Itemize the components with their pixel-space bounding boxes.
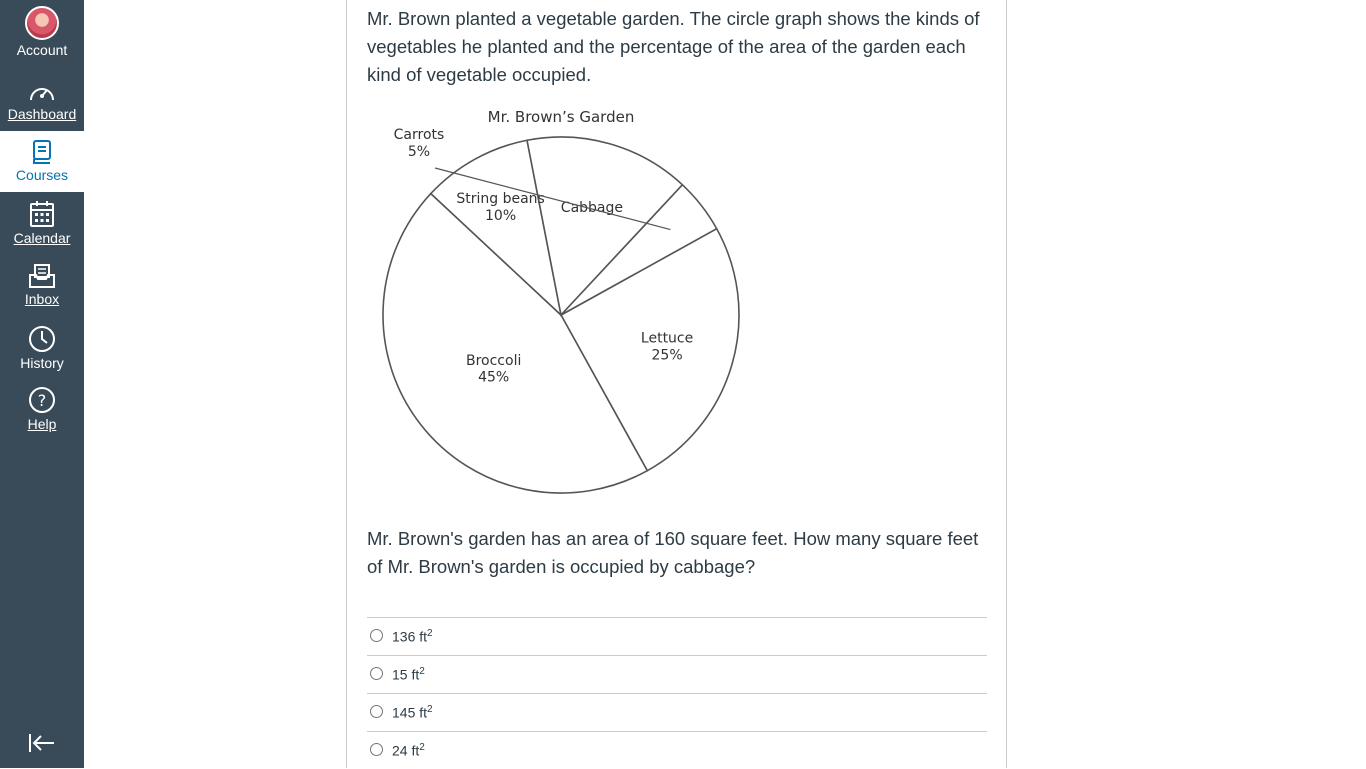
courses-icon [30, 139, 54, 165]
nav-dashboard-label: Dashboard [7, 106, 77, 122]
inbox-icon [28, 263, 56, 289]
global-nav [0, 0, 84, 768]
pie-label-cabbage: Cabbage [560, 200, 624, 217]
help-icon [28, 386, 56, 414]
answer-value: 145 [392, 704, 416, 721]
answer-label[interactable] [392, 704, 433, 721]
question-intro: Mr. Brown planted a vegetable garden. The circle graph shows the kinds of vegetables he planted and the percentage of the area of the garden each kind of vegetable occupied. [367, 8, 980, 85]
chart-title: Mr. Brown’s Garden [487, 108, 635, 126]
nav-courses-label: Courses [15, 167, 69, 183]
answer-value: 15 [392, 666, 408, 683]
answer-unit: ft [411, 666, 420, 683]
answer-exponent: 2 [419, 666, 425, 677]
answer-exponent: 2 [427, 628, 433, 639]
pie-label-carrots: Carrots 5% [393, 127, 445, 160]
nav-help-label: Help [27, 416, 57, 432]
nav-history-label: History [20, 355, 64, 371]
nav-account[interactable] [0, 6, 84, 58]
nav-courses[interactable] [0, 131, 84, 192]
answer-option[interactable] [367, 693, 987, 731]
collapse-arrow-icon [28, 731, 56, 755]
answer-radio[interactable] [370, 743, 383, 756]
answer-option[interactable] [367, 617, 987, 655]
nav-dashboard[interactable] [0, 80, 84, 122]
clock-icon [28, 325, 56, 353]
pie-chart-svg [367, 100, 767, 500]
pie-label-string-beans: String beans 10% [456, 191, 545, 225]
answer-label[interactable] [392, 742, 425, 759]
nav-account-label: Account [16, 42, 68, 58]
nav-calendar-label: Calendar [13, 230, 71, 246]
pie-chart [367, 100, 767, 500]
dashboard-icon [28, 80, 56, 104]
answer-value: 136 [392, 628, 416, 645]
answer-list [367, 617, 987, 769]
answer-exponent: 2 [427, 704, 433, 715]
answer-label[interactable] [392, 628, 433, 645]
nav-inbox[interactable] [0, 263, 84, 307]
answer-unit: ft [411, 742, 420, 759]
avatar [25, 6, 59, 40]
answer-value: 24 [392, 742, 408, 759]
nav-history[interactable] [0, 325, 84, 371]
pie-label-broccoli: Broccoli 45% [465, 352, 522, 386]
svg-text:?: ? [37, 391, 47, 410]
answer-exponent: 2 [419, 742, 425, 753]
answer-radio[interactable] [370, 629, 383, 642]
nav-calendar[interactable] [0, 200, 84, 246]
answer-option[interactable] [367, 655, 987, 693]
question-prompt: Mr. Brown's garden has an area of 160 square feet. How many square feet of Mr. Brown's garden is occupied by cabbage? [367, 528, 979, 577]
answer-option[interactable] [367, 731, 987, 769]
collapse-nav-button[interactable] [28, 731, 56, 755]
answer-radio[interactable] [370, 667, 383, 680]
pie-label-lettuce: Lettuce 25% [640, 330, 694, 364]
calendar-icon [29, 200, 55, 228]
answer-unit: ft [419, 628, 428, 645]
answer-radio[interactable] [370, 705, 383, 718]
nav-inbox-label: Inbox [24, 291, 60, 307]
question-content [346, 0, 1007, 768]
answer-unit: ft [419, 704, 428, 721]
nav-help[interactable] [0, 386, 84, 432]
answer-label[interactable] [392, 666, 425, 683]
